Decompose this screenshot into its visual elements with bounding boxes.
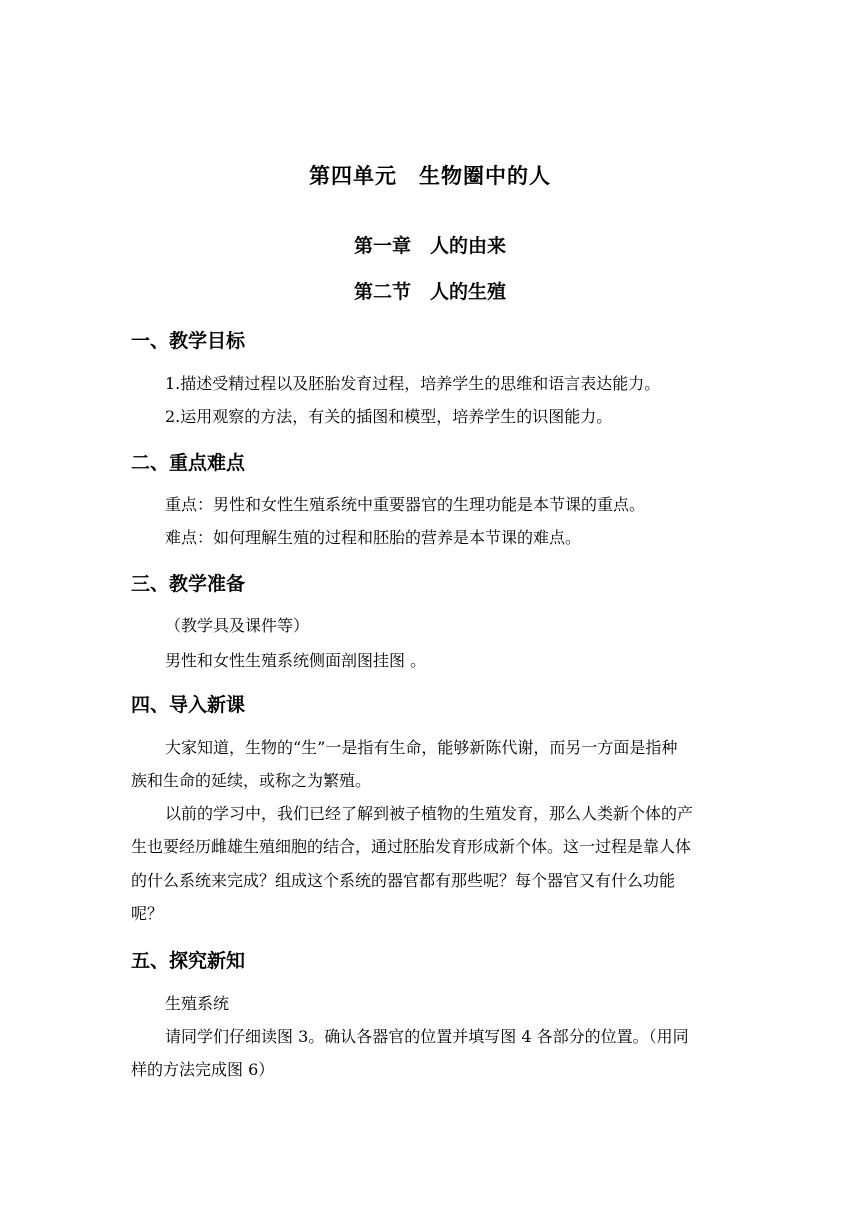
section-title: 第二节 人的生殖 [353,281,506,303]
paragraph-line: 生殖系统 [165,994,230,1013]
paragraph-line: 样的方法完成图 6） [131,1060,275,1079]
paragraph-line: 男性和女性生殖系统侧面剖图挂图 。 [165,651,427,670]
paragraph-line: 呢？ [131,904,164,923]
paragraph-line: 族和生命的延续，或称之为繁殖。 [131,771,372,790]
paragraph-line: 重点：男性和女性生殖系统中重要器官的生理功能是本节课的重点。 [165,495,646,514]
section-heading-preparation: 三、教学准备 [131,573,246,595]
chapter-title: 第一章 人的由来 [353,235,506,257]
section-heading-objectives: 一、教学目标 [131,330,246,352]
paragraph-line: 的什么系统来完成？组成这个系统的器官都有那些呢？每个器官又有什么功能 [131,871,676,890]
section-heading-explore: 五、探究新知 [131,950,246,972]
paragraph-line: 大家知道，生物的“生”一是指有生命，能够新陈代谢，而另一方面是指种 [165,738,678,757]
paragraph-line: 以前的学习中，我们已经了解到被子植物的生殖发育，那么人类新个体的产 [165,804,694,823]
paragraph-line: 1.描述受精过程以及胚胎发育过程，培养学生的思维和语言表达能力。 [165,374,661,393]
section-heading-key-points: 二、重点难点 [131,452,246,474]
paragraph-line: （教学具及课件等） [165,616,310,635]
paragraph-line: 请同学们仔细读图 3。确认各器官的位置并填写图 4 各部分的位置。（用同 [165,1027,689,1046]
unit-title: 第四单元 生物圈中的人 [309,163,551,188]
paragraph-line: 生也要经历雌雄生殖细胞的结合，通过胚胎发育形成新个体。这一过程是靠人体 [131,837,692,856]
paragraph-line: 难点：如何理解生殖的过程和胚胎的营养是本节课的难点。 [165,528,582,547]
paragraph-line: 2.运用观察的方法，有关的插图和模型，培养学生的识图能力。 [165,407,613,426]
section-heading-introduction: 四、导入新课 [131,694,246,716]
